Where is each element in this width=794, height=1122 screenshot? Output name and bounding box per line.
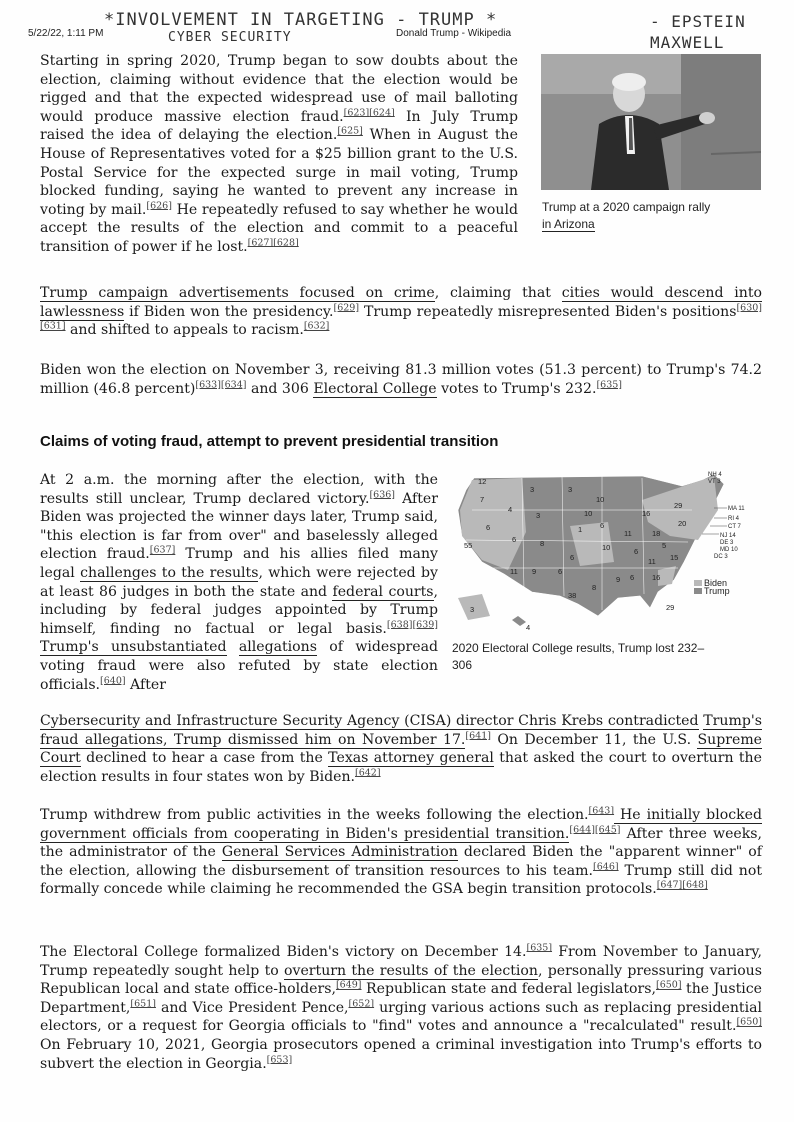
citation[interactable]: [625] [337,125,363,137]
citation[interactable]: [647] [656,879,683,891]
map-number: 6 [558,567,563,576]
citation[interactable]: [632] [303,320,330,332]
citation[interactable]: [643] [588,805,615,817]
arizona-link[interactable]: in Arizona [542,217,595,231]
paragraph-election-results: Biden won the election on November 3, receiving 81.3 million votes (51.3 percent) to Trump's 74.2 million (46.8 percent)[633][634] and 306 Electoral College votes to Trump's 232.[635] [40,362,762,397]
map-east-label: CT 7 [728,524,741,530]
citation[interactable]: [646] [593,861,619,873]
citation[interactable]: [624] [369,107,395,119]
map-east-label: NJ 14 [720,533,736,539]
citation[interactable]: [628] [273,237,299,249]
map-number: 9 [616,575,621,584]
paragraph-campaign-ads: Trump campaign advertisements focused on crime, claiming that cities would descend into lawlessness if Biden won the presidency.[629] Trump repeatedly misrepresented Biden's positions[630][631] and shifted to appeals to racism.[632] [40,285,763,339]
map-number: 18 [652,529,661,538]
map-number: 20 [678,519,687,528]
citation[interactable]: [634] [220,378,247,390]
paragraph-overturn-attempts: The Electoral College formalized Biden's victory on December 14.[635] From November to January, Trump repeatedly sought help to overturn the results of the election, personally pressuring various Republican local and state office-holders,[649] Republican state and federal legislators,[650] the Justice Department,[651] and Vice President Pence,[652] urging various actions such as replacing presidential electors, or a request for Georgia officials to "find" votes and announce a "recalculated" result.[650] On February 10, 2021, Georgia prosecutors opened a criminal investigation into Trump's efforts to subvert the election in Georgia.[653] [40,942,763,1072]
map-number: 16 [642,509,651,518]
map-number: 5 [662,541,667,550]
citation[interactable]: [640] [100,674,126,686]
handwritten-note-4: MAXWELL [650,33,725,52]
paragraph-voting-fraud-claims: At 2 a.m. the morning after the election, with the results still unclear, Trump declared victory.[636] After Biden was projected the winner days later, Trump said, "this election is far from over" and baselessly alleged election fraud.[637] Trump and his allies filed many legal challenges to the results, which were rejected by at least 86 judges in both the state and federal courts, including by federal judges appointed by Trump himself, finding no factual or legal basis.[638][639] Trump's unsubstantiated allegations of widespread voting fraud were also refuted by state election officials.[640] After [40,472,439,693]
citation[interactable]: [650] [655,979,682,991]
map-number: 6 [630,573,635,582]
citation[interactable]: [635] [596,378,622,390]
map-number: 11 [510,567,518,576]
legend-swatch-trump [694,588,702,594]
citation[interactable]: [637] [149,544,176,556]
handwritten-note-2: CYBER SECURITY [168,30,292,45]
section-heading: Claims of voting fraud, attempt to prevent presidential transition [40,433,499,450]
map-number: 38 [568,591,577,600]
map-number: 6 [634,547,639,556]
map-east-label: MA 11 [728,506,745,512]
citation[interactable]: [651] [130,998,156,1010]
gsa-link[interactable]: General Services Administration [221,844,458,861]
electoral-college-link[interactable]: Electoral College [313,380,437,397]
citation[interactable]: [627] [247,237,274,249]
map-number: 4 [508,505,513,514]
citation[interactable]: [649] [335,979,362,991]
map-number: 7 [480,495,485,504]
map-east-label: DE 3 [720,540,734,546]
map-number: 4 [526,623,531,632]
map-number: 15 [670,553,679,562]
citation[interactable]: [631] [40,320,66,332]
citation[interactable]: [645] [594,823,621,835]
citation[interactable]: [653] [266,1053,293,1065]
map-number: 3 [470,605,475,614]
map-number: 6 [570,553,575,562]
citation[interactable]: [630] [736,301,763,313]
citation[interactable]: [626] [146,200,172,212]
citation[interactable]: [641] [465,729,491,741]
legend-biden: Biden [704,578,728,588]
map-number: 10 [584,509,593,518]
print-date: 5/22/22, 1:11 PM [28,28,104,39]
citation[interactable]: [639] [412,619,438,631]
paragraph-voting-fraud-claims-cont: Cybersecurity and Infrastructure Security Agency (CISA) director Chris Krebs contradicted Trump's fraud allegations, Trump dismissed him on November 17.[641] On December 11, the U.S. Supreme Court declined to hear a case from the Texas attorney general that asked the court to overturn the election results in four states won by Biden.[642] [40,713,763,785]
map-number: 29 [674,501,683,510]
paragraph-transition: Trump withdrew from public activities in the weeks following the election.[643] He initially blocked government officials from cooperating in Biden's presidential transition.[644][645] After three weeks, the administrator of the General Services Administration declared Biden the "apparent winner" of the election, allowing the disbursement of transition resources to his team.[646] Trump still did not formally concede while claiming he recommended the GSA begin transition protocols.[647][648] [40,805,763,898]
citation[interactable]: [636] [369,488,395,500]
map-number: 1 [578,525,583,534]
map-number: 11 [624,529,632,538]
print-page-title: Donald Trump - Wikipedia [396,28,512,39]
map-east-label: RI 4 [728,516,740,522]
map-number: 29 [666,603,675,612]
map-east-label: DC 3 [714,554,728,560]
citation[interactable]: [623] [343,107,370,119]
map-number: 8 [592,583,597,592]
map-number: 9 [532,567,537,576]
map-number: 11 [648,557,656,566]
citation[interactable]: [629] [333,301,360,313]
map-east-label: MD 10 [720,547,738,553]
citation[interactable]: [638] [386,619,413,631]
legend-trump: Trump [704,586,730,596]
map-number: 16 [652,573,661,582]
map-east-label: NH 4 [708,472,722,478]
map-number: 8 [540,539,545,548]
photo-caption: Trump at a 2020 campaign rally in Arizona [542,200,711,231]
map-number: 6 [512,535,517,544]
map-number: 12 [478,477,487,486]
map-number: 3 [530,485,535,494]
map-number: 6 [600,521,605,530]
campaign-rally-photo [541,54,761,190]
map-number: 6 [486,523,491,532]
map-number: 55 [464,541,473,550]
handwritten-note-1: *INVOLVEMENT IN TARGETING - TRUMP * [104,10,498,30]
handwritten-note-3: - EPSTEIN [650,12,746,31]
citation[interactable]: [635] [526,942,553,954]
legend-swatch-biden [694,580,702,586]
map-number: 3 [536,511,541,520]
map-caption: 2020 Electoral College results, Trump lost 232– 306 [452,641,705,672]
electoral-map [452,470,762,632]
citation[interactable]: [648] [682,879,708,891]
citation[interactable]: [633] [195,378,221,390]
map-number: 10 [602,543,611,552]
citation[interactable]: [652] [348,998,375,1010]
map-number: 10 [596,495,605,504]
map-east-label: VT 3 [708,479,721,485]
citation[interactable]: [642] [355,767,381,779]
map-number: 3 [568,485,573,494]
citation[interactable]: [644] [569,823,595,835]
citation[interactable]: [650] [736,1016,762,1028]
paragraph-mail-ballots: Starting in spring 2020, Trump began to sow doubts about the election, claiming without evidence that the election would be rigged and that the expected widespread use of mail balloting would produce massive election fraud.[623][624] In July Trump raised the idea of delaying the election.[625] When in August the House of Representatives voted for a $25 billion grant to the U.S. Postal Service for the expected surge in mail voting, Trump blocked funding, saying he wanted to prevent any increase in voting by mail.[626] He repeatedly refused to say whether he would accept the results of the election and commit to a peaceful transition of power if he lost.[627][628] [40,53,519,255]
